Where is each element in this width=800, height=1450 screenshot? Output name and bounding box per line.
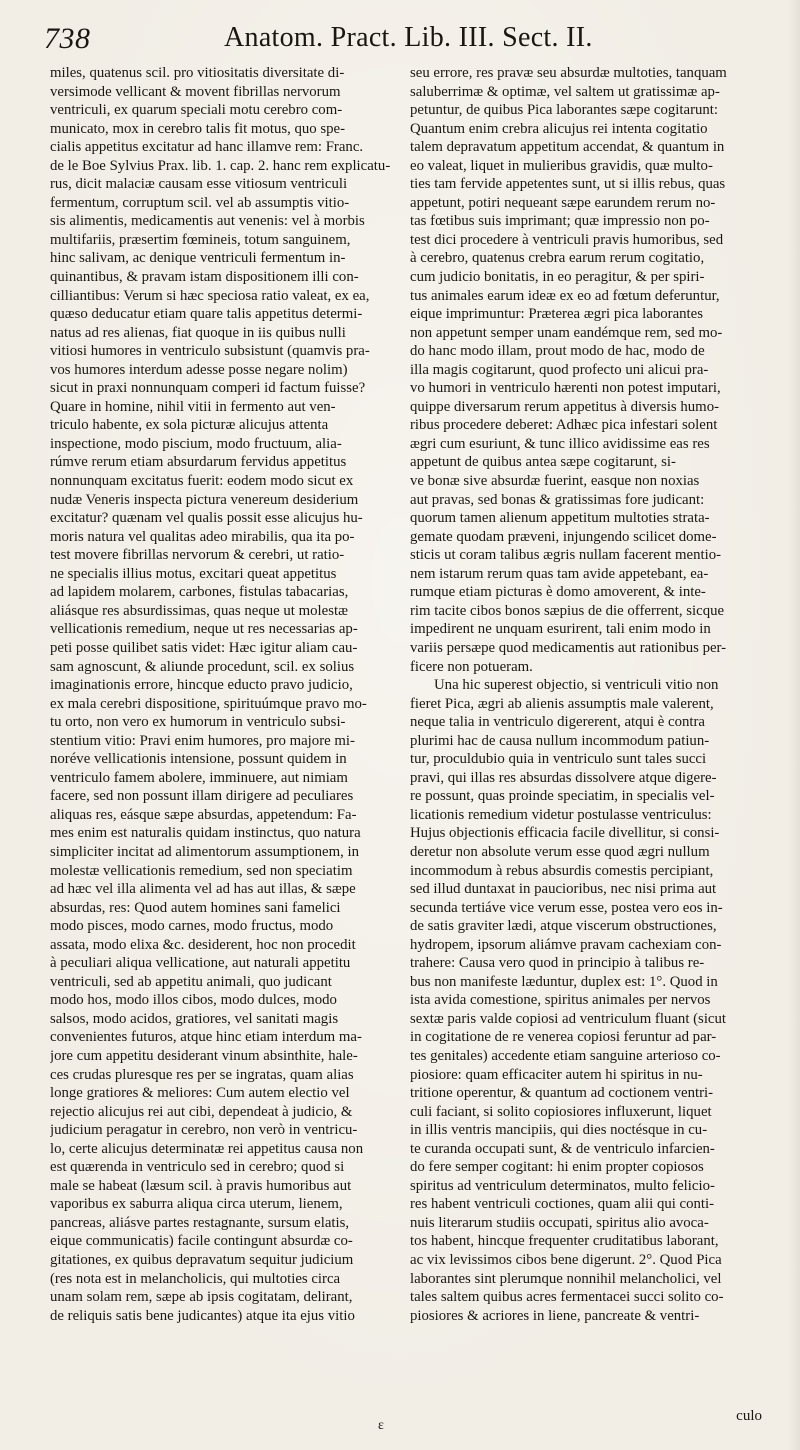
text-line: (res nota est in melancholicis, qui multoties circa bbox=[50, 1270, 341, 1287]
text-line: assata, modo elixa &c. desiderent, hoc non procedit bbox=[50, 936, 356, 953]
text-line: test dici procedere à ventriculi pravis humoribus, sed bbox=[410, 231, 724, 248]
text-line: nonnunquam excitatus fuerit: eodem modo sicut ex bbox=[50, 473, 354, 490]
text-line: tritione operentur, & quantum ad coctionem ventri- bbox=[410, 1085, 714, 1102]
text-line: gemate quodam præveni, injungendo scilicet dome- bbox=[410, 528, 717, 545]
text-line: ad lapidem molarem, carbones, fistulas tabacarias, bbox=[50, 584, 349, 601]
text-line: petuntur, de quibus Pica laborantes sæpe cogitarunt: bbox=[410, 102, 719, 119]
text-line: peti posse quilibet satis videt: Hæc igitur aliam cau- bbox=[50, 639, 358, 656]
text-line: hinc salivam, ac denique ventriculi fermentum in- bbox=[50, 250, 346, 267]
text-line: quippe diversarum rerum appetitus à diversis humo- bbox=[410, 398, 720, 415]
text-line: sed illud duntaxat in paucioribus, nec nisi prima aut bbox=[410, 881, 717, 898]
text-line: à cerebro, quatenus crebra earum rerum cogitatio, bbox=[410, 250, 705, 267]
text-line: illa magis cogitarunt, quod profecto uni alicui pra- bbox=[410, 361, 709, 378]
text-line: bus non manifeste læduntur, duplex est: 1°. Quod in bbox=[410, 973, 718, 990]
text-line: stentium vitio: Pravi enim humores, pro majore mi- bbox=[50, 732, 355, 749]
text-line: versimode vellicant & movent fibrillas nervorum bbox=[50, 83, 341, 100]
text-line: lo, certe alicujus determinatæ rei appetitus causa non bbox=[50, 1140, 364, 1157]
text-line: cum judicio bonitatis, in eo peragitur, & per spiri- bbox=[410, 269, 705, 286]
page-number: 738 bbox=[44, 22, 91, 55]
text-line: plurimi hac de causa nullum incommodum patiun- bbox=[410, 732, 710, 749]
text-line: unam solam rem, sæpe ab ipsis cogitatam, delirant, bbox=[50, 1289, 353, 1306]
text-line: seu errore, res pravæ seu absurdæ multoties, tanquam bbox=[410, 65, 727, 81]
text-line: ad hæc vel illa alimenta vel ad has aut illas, & sæpe bbox=[50, 881, 356, 898]
text-line: pancreas, aliásve partes restagnante, sursum elatis, bbox=[50, 1214, 350, 1231]
text-line: moris natura vel qualitas adeo mirabilis, qua ita po- bbox=[50, 528, 355, 545]
text-line: appetunt de quibus antea sæpe cogitarunt, si- bbox=[410, 454, 676, 471]
text-line: vaporibus ex saburra aliqua circa uterum, lienem, bbox=[50, 1196, 343, 1213]
text-line: aut pravas, sed bonas & gratissimas fore judicant: bbox=[410, 491, 705, 508]
text-line: spiritus ad ventriculum determinatos, multo felicio- bbox=[410, 1177, 715, 1194]
text-line: piosiore: quam efficaciter autem hi spiritus in nu- bbox=[410, 1066, 703, 1083]
text-line: sis alimentis, medicamentis aut venenis: vel à morbis bbox=[50, 213, 365, 230]
running-head: Anatom. Pract. Lib. III. Sect. II. bbox=[224, 22, 593, 53]
text-line: absurdas, res: Quod autem homines sani famelici bbox=[50, 899, 341, 916]
text-line: hydropem, ipsorum aliámve pravam cachexiam con- bbox=[410, 936, 722, 953]
text-line: quorum tamen alienum appetitum multoties strata- bbox=[410, 510, 710, 527]
text-line: nudæ Veneris inspecta pictura venereum desiderium bbox=[50, 491, 359, 508]
text-line: sam agnoscunt, & aliunde procedunt, scil. ex solius bbox=[50, 658, 355, 675]
text-line: tas fœtibus suis imprimant; quæ impressio non po- bbox=[410, 213, 710, 230]
text-line: ces crudas pluresque res per se ingratas, quam alias bbox=[50, 1066, 354, 1083]
text-line: Quare in homine, nihil vitii in fermento aut ven- bbox=[50, 398, 336, 415]
text-line: ficere non potueram. bbox=[410, 658, 533, 675]
text-line: tu orto, non vero ex humorum in ventriculo subsi- bbox=[50, 714, 346, 731]
text-line: rúmve rerum etiam absurdarum fervidus appetitus bbox=[50, 454, 347, 471]
text-line: in cogitatione de re venerea copiosi feruntur ad par- bbox=[410, 1029, 717, 1046]
text-line: cilliantibus: Verum si hæc speciosa ratio valeat, ex ea, bbox=[50, 287, 370, 304]
text-line: impedirent ne unquam esurirent, tali enim modo in bbox=[410, 621, 711, 638]
text-line: ne specialis illius motus, excitari queat appetitus bbox=[50, 565, 337, 582]
text-line: de reliquis satis bene judicantes) atque ita ejus vitio bbox=[50, 1307, 355, 1324]
text-line: incommodum à rebus absurdis comestis percipiant, bbox=[410, 862, 714, 879]
right-text-column bbox=[410, 64, 762, 1380]
text-line: appetunt, potiri nequeant sæpe earundem rerum no- bbox=[410, 194, 716, 211]
text-line: do fere semper cogitant: hi enim propter copiosos bbox=[410, 1159, 704, 1176]
text-line: ventriculi, ex quarum speciali motu cerebro com- bbox=[50, 102, 343, 119]
text-line: quæso deducatur etiam quare talis appetitus determi- bbox=[50, 306, 363, 323]
page-edge-shadow bbox=[788, 0, 800, 1450]
text-line: ex mala cerebri dispositione, spirituúmque pravo mo- bbox=[50, 695, 367, 712]
text-line: modo pisces, modo carnes, modo fructus, modo bbox=[50, 918, 334, 935]
text-line: Una hic superest objectio, si ventriculi vitio non bbox=[434, 677, 719, 694]
text-line: saluberrimæ & optimæ, vel saltem ut gratissimæ ap- bbox=[410, 83, 720, 100]
signature-mark: ɛ bbox=[378, 1418, 384, 1433]
text-line: ties tam fervide appetentes sunt, ut si illis rebus, quas bbox=[410, 176, 726, 193]
text-line: inspectione, modo piscium, modo fructuum, alia- bbox=[50, 435, 342, 452]
text-line: facere, sed non possunt illam dirigere ad peculiares bbox=[50, 788, 354, 805]
text-line: fermentum, corruptum scil. vel ab assumptis vitio- bbox=[50, 194, 350, 211]
text-line: ac vix levissimos cibos bene digerunt. 2°. Quod Pica bbox=[410, 1252, 722, 1268]
text-line: natus ad res alienas, fiat quoque in iis quibus nulli bbox=[50, 324, 346, 341]
text-line: tes genitales) accedente etiam sanguine arterioso co- bbox=[410, 1047, 721, 1064]
text-line: piosiores & acriores in liene, pancreate & ventri- bbox=[410, 1307, 700, 1324]
text-line: noréve vellicationis intensione, possunt quidem in bbox=[50, 751, 347, 768]
text-line: culi faciant, si solito copiosiores influxerunt, liquet bbox=[410, 1103, 712, 1120]
catchword: culo bbox=[736, 1408, 762, 1424]
text-line: licationis remedium videtur postulasse ventriculus: bbox=[410, 806, 712, 823]
text-line: eo valeat, liquet in mulieribus gravidis, quæ multo- bbox=[410, 157, 713, 174]
text-line: aliásque res absurdissimas, quas neque ut molestæ bbox=[50, 602, 348, 619]
text-line: ægri cum esuriunt, & tunc illico avidissime eas res bbox=[410, 435, 710, 452]
text-line: judicium peragatur in cerebro, non verò in ventricu- bbox=[50, 1122, 358, 1139]
text-line: rim tacite cibos bonos sæpius de die offerrent, sicque bbox=[410, 602, 725, 619]
text-line: de satis graviter lædi, atque viscerum obstructiones, bbox=[410, 918, 717, 935]
text-line: à peculiari aliqua vellicatione, aut naturali appetitu bbox=[50, 955, 351, 972]
text-line: imaginationis errore, hincque educto pravo judicio, bbox=[50, 677, 353, 694]
text-line: molestæ vellicationis remedium, sed non speciatim bbox=[50, 862, 353, 879]
text-line: variis persæpe quod medicamentis aut rationibus per- bbox=[410, 639, 727, 656]
text-line: Quantum enim crebra alicujus rei intenta cogitatio bbox=[410, 120, 708, 137]
text-line: pravi, qui illas res absurdas dissolvere atque digere- bbox=[410, 769, 717, 786]
text-line: vo humori in ventriculo hærenti non potest imputari, bbox=[410, 380, 721, 397]
text-line: do hanc modo illam, prout modo de hac, modo de bbox=[410, 343, 705, 360]
text-line: convenientes futuros, atque hinc etiam interdum ma- bbox=[50, 1029, 362, 1046]
text-line: ventriculo famem abolere, imminuere, aut nimiam bbox=[50, 769, 348, 786]
text-line: mes enim est naturalis quidam instinctus, quo natura bbox=[50, 825, 361, 842]
text-line: test movere fibrillas nervorum & cerebri, ut ratio- bbox=[50, 547, 345, 564]
text-line: modo hos, modo illos cibos, modo dulces, modo bbox=[50, 992, 337, 1009]
text-line: est quærenda in ventriculo sed in cerebro; quod si bbox=[50, 1159, 345, 1176]
text-line: sticis ut coram talibus ægris nullam facerent mentio- bbox=[410, 547, 722, 564]
text-line: gitationes, ex quibus depravatum sequitur judicium bbox=[50, 1252, 354, 1268]
text-line: jore cum appetitu desiderant vinum absinthite, hale- bbox=[50, 1047, 358, 1064]
text-line: multifariis, præsertim fœmineis, totum sanguinem, bbox=[50, 231, 351, 248]
text-line: tales saltem quibus acres fermentacei succi solito co- bbox=[410, 1289, 724, 1306]
text-line: ve bonæ sive absurdæ fuerint, easque non noxias bbox=[410, 473, 700, 490]
text-line: sicut in praxi nonnunquam comperi id factum fuisse? bbox=[50, 380, 366, 397]
text-line: laborantes sint plerumque nonnihil melancholici, vel bbox=[410, 1270, 722, 1287]
text-line: simpliciter incitat ad alimentorum assumptionem, in bbox=[50, 843, 360, 860]
text-line: re possunt, quas proinde speciatim, in specialis vel- bbox=[410, 788, 715, 805]
text-line: aliquas res, eásque sæpe absurdas, appetendum: Fa- bbox=[50, 806, 357, 823]
text-line: tur, proculdubio quia in ventriculo sunt tales succi bbox=[410, 751, 707, 768]
text-line: vitiosi humores in ventriculo subsistunt (quamvis pra- bbox=[50, 343, 370, 360]
left-text-column bbox=[50, 64, 400, 1380]
text-line: tus animales earum ideæ ex eo ad fœtum deferuntur, bbox=[410, 287, 720, 304]
text-line: in illis ventris mancipiis, qui dies noctésque in cu- bbox=[410, 1122, 708, 1139]
text-line: eique communicatis) facile contingunt absurdæ co- bbox=[50, 1233, 353, 1250]
text-line: sextæ paris valde copiosi ad ventriculum fluant (sicut bbox=[410, 1010, 727, 1027]
text-line: nuis literarum studiis occupati, spiritus alio avoca- bbox=[410, 1214, 709, 1231]
text-line: municato, mox in cerebro talis fit motus, quo spe- bbox=[50, 120, 346, 137]
text-line: Hujus objectionis efficacia facile divellitur, si consi- bbox=[410, 825, 720, 842]
page-header bbox=[44, 18, 760, 62]
text-line: longe gratiores & meliores: Cum autem electio vel bbox=[50, 1085, 350, 1102]
text-line: ista avida comestione, spiritus animales per nervos bbox=[410, 992, 711, 1009]
text-line: talem depravatum appetitum accendat, & quantum in bbox=[410, 139, 725, 156]
text-line: deretur non absolute verum esse quod ægri nullum bbox=[410, 843, 710, 860]
text-line: te curanda occupati sunt, & de ventriculo infarcien- bbox=[410, 1140, 715, 1157]
text-line: eique imprimuntur: Præterea ægri pica laborantes bbox=[410, 306, 703, 323]
text-line: triculo habente, ex sola picturæ alicujus attenta bbox=[50, 417, 329, 434]
text-line: ribus procedere deberet: Adhæc pica infestari solent bbox=[410, 417, 718, 434]
text-line: fieret Pica, ægri ab alienis assumptis male valerent, bbox=[410, 695, 714, 712]
text-line: neque talia in ventriculo digererent, atqui è contra bbox=[410, 714, 705, 731]
text-line: secunda tertiáve vice verum esse, postea vero eos in- bbox=[410, 899, 723, 916]
text-line: miles, quatenus scil. pro vitiositatis diversitate di- bbox=[50, 65, 345, 81]
text-line: quinantibus, & pravam istam dispositionem illi con- bbox=[50, 269, 359, 286]
text-line: tos habent, hincque frequenter cruditatibus laborant, bbox=[410, 1233, 719, 1250]
text-line: male se habeat (læsum scil. à pravis humoribus aut bbox=[50, 1177, 352, 1194]
text-line: excitatur? quænam vel qualis possit esse alicujus hu- bbox=[50, 510, 363, 527]
text-line: ventriculi, sed ab appetitu animali, quo judicant bbox=[50, 973, 332, 990]
text-line: non appetunt semper unam eandémque rem, sed mo- bbox=[410, 324, 723, 341]
text-line: de le Boe Sylvius Prax. lib. 1. cap. 2. hanc rem explicatu- bbox=[50, 157, 391, 174]
text-line: rejectio alicujus rei aut cibi, dependeat à judicio, & bbox=[50, 1103, 353, 1120]
text-line: nem istarum rerum quas tam avide appetebant, ea- bbox=[410, 565, 709, 582]
text-line: cialis appetitus excitatur ad hanc illamve rem: Franc. bbox=[50, 139, 364, 156]
text-line: trahere: Causa vero quod in principio à talibus re- bbox=[410, 955, 705, 972]
text-line: vellicationis remedium, neque ut res necessarias ap- bbox=[50, 621, 358, 638]
text-line: res habent ventriculi coctiones, quam alii qui conti- bbox=[410, 1196, 715, 1213]
text-line: rumque etiam picturas è domo amoverent, & inte- bbox=[410, 584, 706, 601]
text-line: rus, dicit malaciæ causam esse vitiosum ventriculi bbox=[50, 176, 348, 193]
text-line: salsos, modo acidos, gratiores, vel sanitati magis bbox=[50, 1010, 339, 1027]
text-line: vos humores interdum adesse posse negare nolim) bbox=[50, 361, 348, 378]
